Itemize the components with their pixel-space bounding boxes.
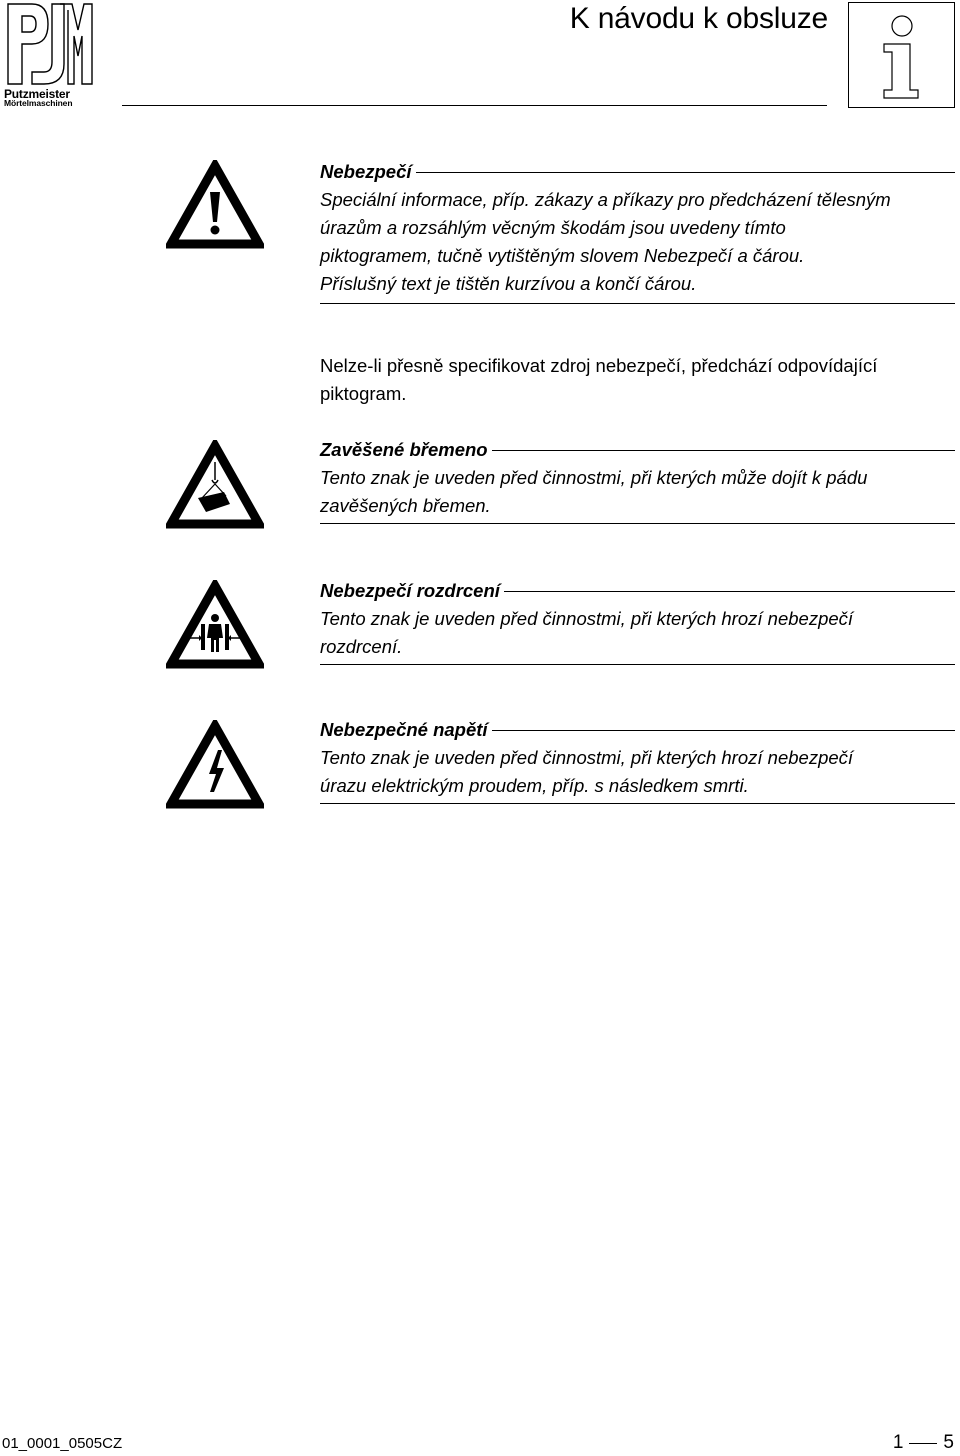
section-text-line: úrazům a rozsáhlým věcným škodám jsou uvedeny tímto bbox=[320, 217, 786, 238]
intro-paragraph-line: piktogram. bbox=[320, 383, 407, 404]
brand-subtitle: Mörtelmaschinen bbox=[4, 98, 73, 108]
suspended-load-section bbox=[320, 436, 955, 524]
section-end-rule bbox=[320, 664, 955, 665]
document-code: 01_0001_0505CZ bbox=[2, 1435, 123, 1452]
section-text-line: Tento znak je uveden před činnostmi, při kterých hrozí nebezpečí bbox=[320, 747, 854, 768]
section-text-line: zavěšených břemen. bbox=[320, 495, 491, 516]
heading-rule bbox=[492, 450, 955, 451]
page-number bbox=[893, 1432, 954, 1454]
crushing-section bbox=[320, 577, 955, 665]
page-number-value: 5 bbox=[943, 1432, 954, 1453]
heading-rule bbox=[416, 172, 955, 173]
section-text-line: Speciální informace, příp. zákazy a příkazy pro předcházení tělesným bbox=[320, 189, 891, 210]
chapter-number: 1 bbox=[892, 1432, 904, 1453]
section-end-rule bbox=[320, 303, 955, 304]
voltage-section bbox=[320, 716, 955, 804]
crushing-hazard-icon bbox=[166, 580, 264, 675]
brand-name: Putzmeister bbox=[4, 87, 70, 101]
section-text-line: rozdrcení. bbox=[320, 636, 403, 657]
section-heading: Nebezpečí rozdrcení bbox=[320, 580, 500, 601]
section-heading: Nebezpečné napětí bbox=[320, 719, 488, 740]
page-dash bbox=[909, 1443, 937, 1444]
header-rule bbox=[122, 105, 827, 106]
suspended-load-icon bbox=[166, 440, 264, 535]
section-heading: Zavěšené břemeno bbox=[320, 439, 488, 460]
section-text-line: Tento znak je uveden před činnostmi, při kterých může dojít k pádu bbox=[320, 467, 868, 488]
section-text-line: úrazu elektrickým proudem, příp. s následkem smrti. bbox=[320, 775, 749, 796]
section-text-line: piktogramem, tučně vytištěným slovem Nebezpečí a čárou. bbox=[320, 245, 805, 266]
section-end-rule bbox=[320, 803, 955, 804]
heading-rule bbox=[504, 591, 955, 592]
section-heading: Nebezpečí bbox=[320, 161, 412, 182]
warning-exclamation-icon bbox=[166, 160, 264, 255]
heading-rule bbox=[492, 730, 955, 731]
info-icon bbox=[848, 2, 955, 108]
danger-section bbox=[320, 158, 955, 304]
section-text-line: Tento znak je uveden před činnostmi, při kterých hrozí nebezpečí bbox=[320, 608, 854, 629]
intro-paragraph-line: Nelze-li přesně specifikovat zdroj nebezpečí, předchází odpovídající bbox=[320, 355, 878, 376]
section-end-rule bbox=[320, 523, 955, 524]
section-text-line: Příslušný text je tištěn kurzívou a končí čárou. bbox=[320, 273, 697, 294]
page-title: K návodu k obsluze bbox=[569, 2, 828, 35]
high-voltage-icon bbox=[166, 720, 264, 815]
